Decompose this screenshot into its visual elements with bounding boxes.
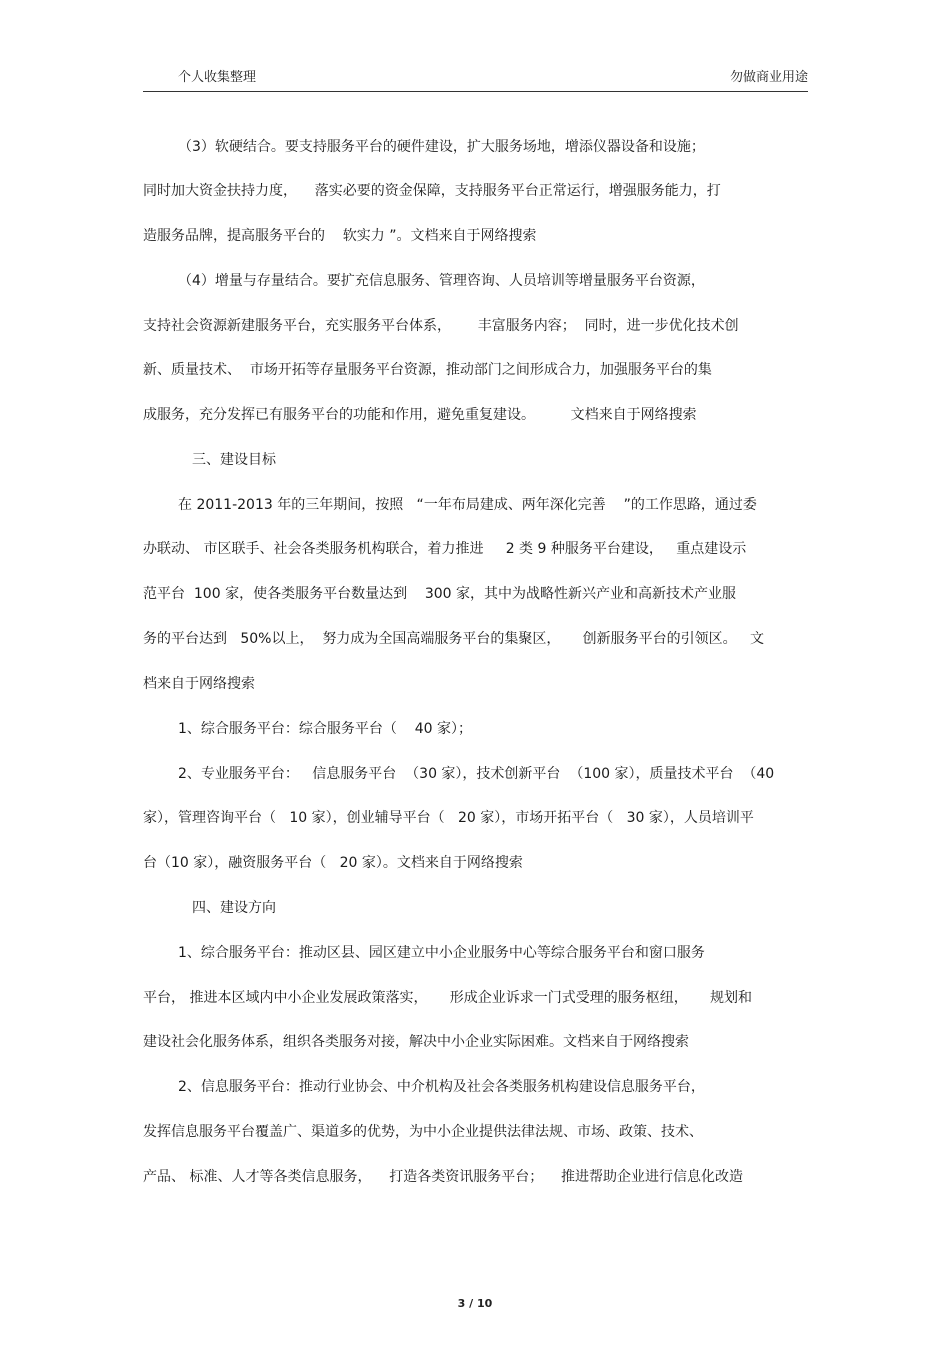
body-line: 造服务品牌，提高服务平台的 软实力 ”。文档来自于网络搜索 (143, 228, 537, 244)
body-line: 2、专业服务平台： 信息服务平台 （30 家），技术创新平台 （100 家），质量技术平台 （40 (178, 766, 775, 782)
body-line: 1、综合服务平台：推动区县、园区建立中小企业服务中心等综合服务平台和窗口服务 (178, 945, 705, 961)
page-number: 3 / 10 (457, 1297, 493, 1310)
body-line: 平台， 推进本区域内中小企业发展政策落实， 形成企业诉求一门式受理的服务枢纽， 规划和 (143, 990, 752, 1006)
section-heading: 三、建设目标 (192, 452, 276, 468)
body-line: 范平台 100 家，使各类服务平台数量达到 300 家，其中为战略性新兴产业和高新技术产业服 (143, 586, 737, 602)
body-line: 支持社会资源新建服务平台，充实服务平台体系， 丰富服务内容； 同时，进一步优化技术创 (143, 318, 739, 334)
body-line: 同时加大资金扶持力度， 落实必要的资金保障，支持服务平台正常运行，增强服务能力，打 (143, 183, 721, 199)
body-line: 成服务，充分发挥已有服务平台的功能和作用，避免重复建设。 文档来自于网络搜索 (143, 407, 697, 423)
body-line: 发挥信息服务平台覆盖广、渠道多的优势，为中小企业提供法律法规、市场、政策、技术、 (143, 1124, 703, 1140)
body-line: 务的平台达到 50%以上， 努力成为全国高端服务平台的集聚区， 创新服务平台的引领区。 文 (143, 631, 764, 647)
page-header-left: 个人收集整理 (178, 70, 257, 85)
page-header-right: 勿做商业用途 (729, 70, 808, 85)
body-line: 台（10 家），融资服务平台（ 20 家）。文档来自于网络搜索 (143, 855, 523, 871)
body-line: 1、综合服务平台：综合服务平台（ 40 家）； (178, 721, 472, 737)
body-line: 在 2011-2013 年的三年期间，按照 “一年布局建成、两年深化完善 ”的工作思路，通过委 (178, 497, 757, 513)
body-line: 档来自于网络搜索 (143, 676, 255, 692)
body-line: 家），管理咨询平台（ 10 家），创业辅导平台（ 20 家），市场开拓平台（ 30 家），人员培训平 (143, 810, 754, 826)
header-rule (143, 91, 808, 92)
body-line: 产品、 标准、人才等各类信息服务， 打造各类资讯服务平台； 推进帮助企业进行信息化改造 (143, 1169, 744, 1185)
body-line: 2、信息服务平台：推动行业协会、中介机构及社会各类服务机构建设信息服务平台， (178, 1079, 705, 1095)
body-line: 新、质量技术、 市场开拓等存量服务平台资源，推动部门之间形成合力，加强服务平台的集 (143, 362, 712, 378)
section-heading: 四、建设方向 (192, 900, 276, 916)
body-line: （3）软硬结合。要支持服务平台的硬件建设，扩大服务场地，增添仪器设备和设施； (178, 139, 705, 155)
body-line: 办联动、 市区联手、社会各类服务机构联合，着力推进 2 类 9 种服务平台建设， 重点建设示 (143, 541, 747, 557)
body-line: 建设社会化服务体系，组织各类服务对接，解决中小企业实际困难。文档来自于网络搜索 (143, 1034, 689, 1050)
body-line: （4）增量与存量结合。要扩充信息服务、管理咨询、人员培训等增量服务平台资源， (178, 273, 705, 289)
